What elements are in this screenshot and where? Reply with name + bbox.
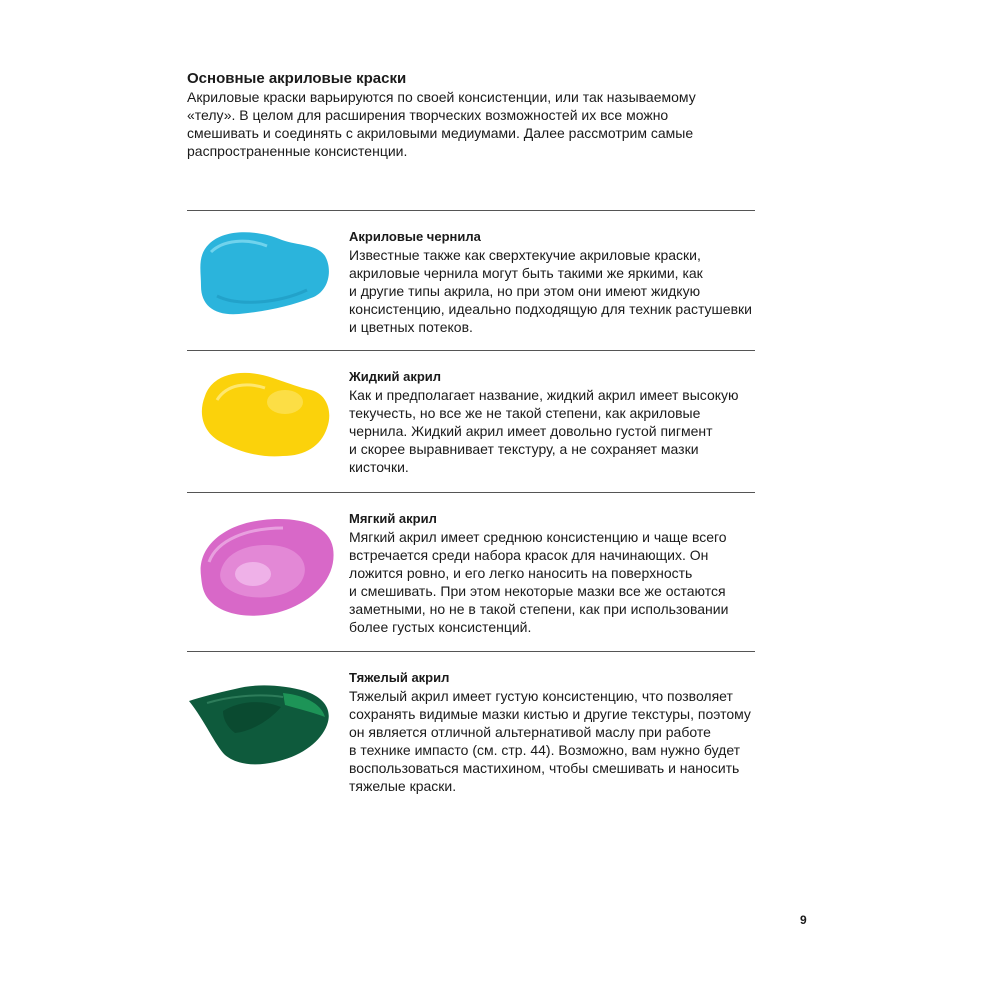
intro-paragraph: Акриловые краски варьируются по своей консистенции, или так называемому «телу». В целом для расширения творческих возможностей их все можно смешивать и соединять с акриловыми медиумами. Далее рассмотрим самые распространенные консистенции.: [187, 89, 696, 159]
section-fluid-acrylic: [187, 366, 755, 482]
green-paint-swatch: [187, 681, 337, 771]
divider: [187, 492, 755, 493]
yellow-paint-swatch: [187, 366, 337, 462]
divider: [187, 210, 755, 211]
magenta-paint-swatch: [187, 516, 337, 620]
section-body: Известные также как сверхтекучие акриловые краски, акриловые чернила могут быть такими же яркими, как и другие типы акрила, но при этом они имеют жидкую консистенцию, идеально подходящую для техник растушевки и цветных потеков.: [349, 247, 752, 335]
intro-block: [187, 70, 747, 160]
section-title: Тяжелый акрил: [349, 670, 450, 685]
section-body: Тяжелый акрил имеет густую консистенцию, что позволяет сохранять видимые мазки кистью и другие текстуры, поэтому он является отличной альтернативой маслу при работе в технике импасто (см. стр. 44). Возможно, вам нужно будет воспользоваться мастихином, чтобы смешивать и наносить тяжелые краски.: [349, 688, 751, 794]
divider: [187, 350, 755, 351]
section-body: Как и предполагает название, жидкий акрил имеет высокую текучесть, но все же не такой степени, как акриловые чернила. Жидкий акрил имеет довольно густой пигмент и скорее выравнивает текстуру, а не сохраняет мазки кисточки.: [349, 387, 739, 475]
section-text: [349, 368, 759, 476]
section-title: Жидкий акрил: [349, 369, 442, 384]
section-title: Мягкий акрил: [349, 511, 437, 526]
section-text: [349, 228, 759, 336]
section-soft-acrylic: [187, 508, 755, 642]
cyan-paint-swatch: [187, 226, 337, 322]
section-heavy-acrylic: [187, 667, 755, 801]
section-text: [349, 510, 759, 636]
section-text: [349, 669, 759, 795]
divider: [187, 651, 755, 652]
section-title: Акриловые чернила: [349, 229, 481, 244]
section-acrylic-inks: [187, 226, 755, 342]
section-body: Мягкий акрил имеет среднюю консистенцию и чаще всего встречается среди набора красок для начинающих. Он ложится ровно, и его легко наносить на поверхность и смешивать. При этом некоторые мазки все же остаются заметными, но не в такой степени, как при использовании более густых консистенций.: [349, 529, 729, 635]
page-number: 9: [800, 913, 807, 927]
page-heading: Основные акриловые краски: [187, 70, 407, 87]
